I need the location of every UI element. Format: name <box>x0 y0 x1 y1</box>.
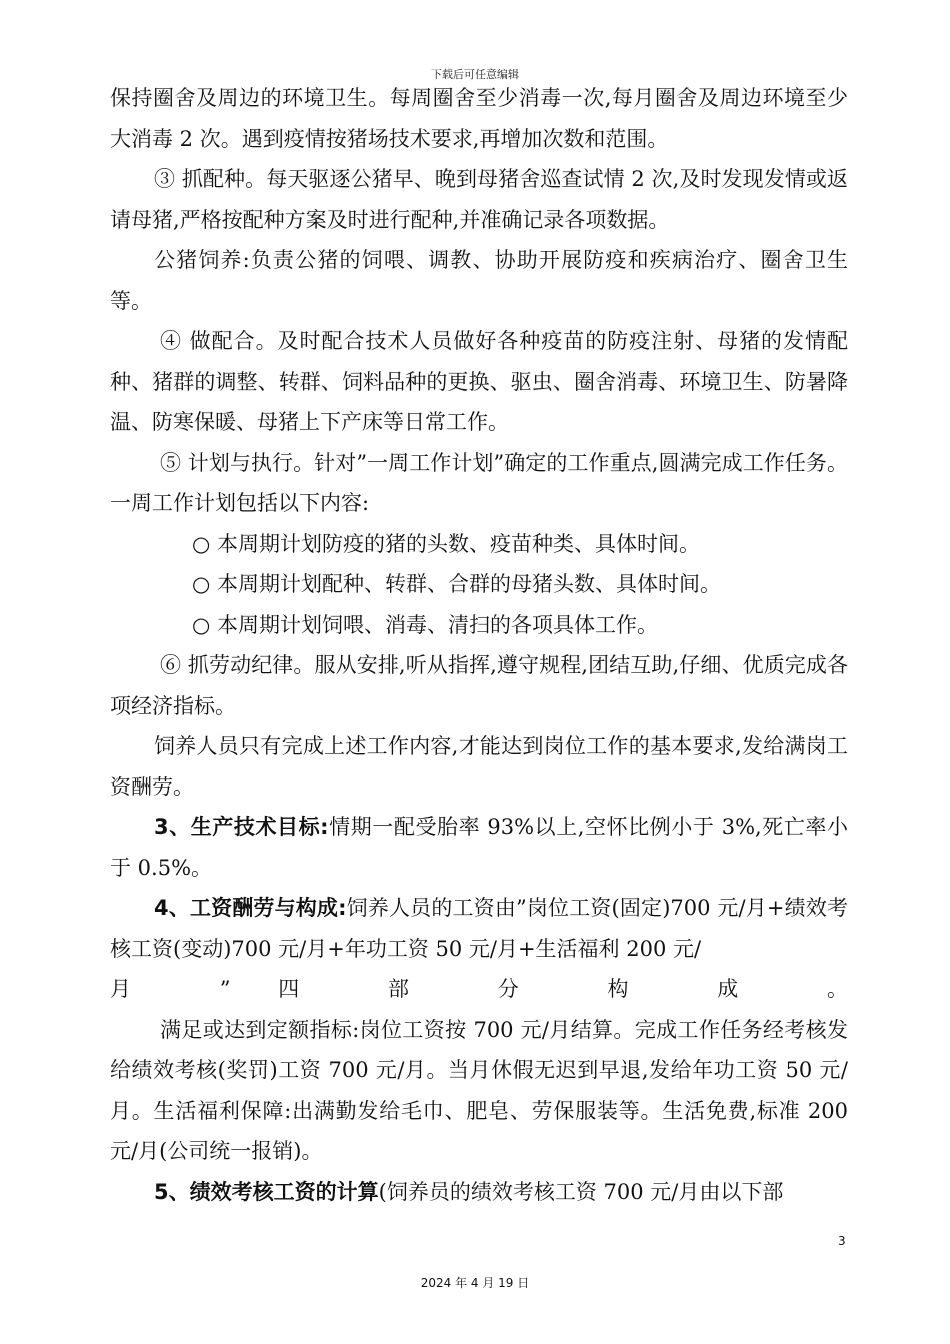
section-salary <box>110 888 848 969</box>
footer-date: 2024 年 4 月 19 日 <box>420 1276 530 1290</box>
section-3-title: 3、生产技术目标: <box>154 815 329 839</box>
paragraph-discipline: ⑥ 抓劳动纪律。服从安排,听从指挥,遵守规程,团结互助,仔细、优质完成各项经济指标。 <box>110 653 848 718</box>
section-salary-last-line: 月 ” 四 部 分 构 成 。 <box>110 977 848 1001</box>
document-body <box>110 78 848 1212</box>
section-5-text: (饲养员的绩效考核工资 700 元/月由以下部 <box>378 1179 784 1204</box>
paragraph-requirements: 饲养人员只有完成上述工作内容,才能达到岗位工作的基本要求,发给满岗工资酬劳。 <box>110 734 848 799</box>
paragraph-plan: ⑤ 计划与执行。针对”一周工作计划”确定的工作重点,圆满完成工作任务。一周工作计划包括以下内容: <box>110 450 848 515</box>
section-3-text: 情期一配受胎率 93%以上,空怀比例小于 3%,死亡率小于 0.5%。 <box>110 815 848 880</box>
section-4-text: 饲养人员的工资由”岗位工资(固定)700 元/月+绩效考核工资(变动)700 元/月+年功工资 50 元/月+生活福利 200 元/ <box>110 896 848 961</box>
section-performance-pay <box>110 1172 848 1213</box>
paragraph-environment: 保持圈舍及周边的环境卫生。每周圈舍至少消毒一次,每月圈舍及周边环境至少大消毒 2 次。遇到疫情按猪场技术要求,再增加次数和范围。 <box>110 86 848 151</box>
bullet-cleaning: ○ 本周期计划饲喂、消毒、清扫的各项具体工作。 <box>192 612 658 637</box>
paragraph-boar-feeding: 公猪饲养:负责公猪的饲喂、调教、协助开展防疫和疾病治疗、圈舍卫生等。 <box>110 248 848 313</box>
bullet-breeding: ○ 本周期计划配种、转群、合群的母猪头数、具体时间。 <box>192 572 721 596</box>
header-note: 下载后可任意编辑 <box>431 68 519 81</box>
paragraph-cooperation: ④ 做配合。及时配合技术人员做好各种疫苗的防疫注射、母猪的发情配种、猪群的调整、转群、饲料品种的更换、驱虫、圈舍消毒、环境卫生、防暑降温、防寒保暖、母猪上下产床等日常工作。 <box>110 329 848 434</box>
bullet-vaccination: ○ 本周期计划防疫的猪的头数、疫苗种类、具体时间。 <box>192 531 700 556</box>
section-5-title: 5、绩效考核工资的计算 <box>154 1179 379 1204</box>
page-number: 3 <box>838 1234 846 1248</box>
paragraph-quota: 满足或达到定额指标:岗位工资按 700 元/月结算。完成工作任务经考核发给绩效考核(奖罚)工资 700 元/月。当月休假无迟到早退,发给年功工资 50 元/月。生活福利保障:出满勤发给毛巾、肥皂、劳保服装等。生活免费,标准 200 元/月(公司统一报销)。 <box>110 1017 848 1163</box>
paragraph-breeding: ③ 抓配种。每天驱逐公猪早、晚到母猪舍巡查试情 2 次,及时发现发情或返请母猪,严格按配种方案及时进行配种,并准确记录各项数据。 <box>110 167 848 232</box>
section-4-title: 4、工资酬劳与构成: <box>154 896 347 920</box>
section-production-targets <box>110 807 848 888</box>
